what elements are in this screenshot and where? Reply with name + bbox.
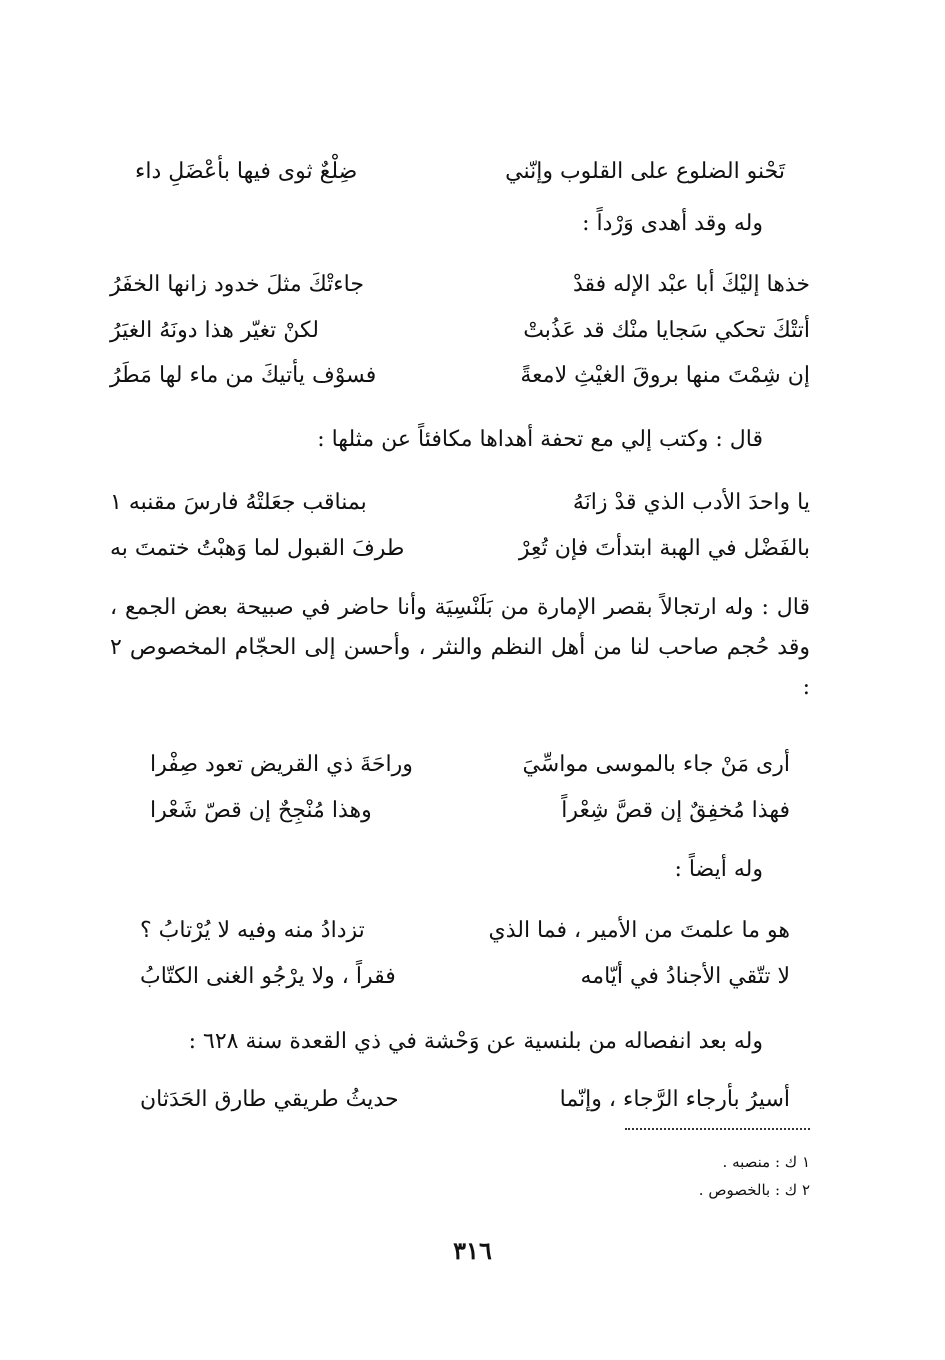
footnote-divider <box>625 1128 810 1130</box>
footnote: ١ ك : منصبه . <box>722 1153 810 1171</box>
verse-line <box>140 911 790 951</box>
verse-second-hemistich: لكنْ تغيّر هذا دونَهُ الغيَرُ <box>110 318 319 343</box>
verse-first-hemistich: لا تتّقي الأجنادُ في أيّامه <box>580 964 790 989</box>
verse-second-hemistich: فقراً ، ولا يرْجُو الغنى الكتّابُ <box>140 964 396 989</box>
intro-line: وله أيضاً : <box>674 857 763 882</box>
verse-line <box>140 1080 790 1120</box>
verse-second-hemistich: طرفَ القبول لما وَهبْتُ ختمتَ به <box>110 536 405 561</box>
verse-line <box>135 152 785 192</box>
verse-second-hemistich: فسوْف يأتيكَ من ماء لها مَطَرُ <box>110 363 377 388</box>
verse-first-hemistich: تَحْنو الضلوع على القلوب وإنّني <box>505 159 785 184</box>
verse-second-hemistich: تزدادُ منه وفيه لا يُرْتابُ ؟ <box>140 918 365 943</box>
verse-first-hemistich: أسيرُ بأرجاء الرَّجاء ، وإنّما <box>559 1087 790 1112</box>
verse-second-hemistich: وهذا مُنْجِحٌ إن قصّ شَعْرا <box>150 798 372 823</box>
intro-line: وله وقد أهدى وَرْداً : <box>582 211 763 236</box>
verse-second-hemistich: جاءتْكَ مثلَ خدود زانها الخفَرُ <box>110 272 364 297</box>
verse-first-hemistich: إن شِمْتَ منها بروقَ الغيْثِ لامعةً <box>520 363 810 388</box>
intro-line: وله بعد انفصاله من بلنسية عن وَحْشة في ذي القعدة سنة ٦٢٨ : <box>188 1029 763 1054</box>
verse-line <box>110 529 810 569</box>
verse-first-hemistich: فهذا مُخفِقٌ إن قصَّ شِعْراً <box>561 798 790 823</box>
verse-line <box>110 483 810 523</box>
verse-first-hemistich: هو ما علمتَ من الأمير ، فما الذي <box>488 918 790 943</box>
verse-second-hemistich: حديثُ طريقي طارق الحَدَثان <box>140 1087 399 1112</box>
verse-first-hemistich: يا واحدَ الأدب الذي قدْ زانَهُ <box>572 490 810 515</box>
verse-first-hemistich: أرى مَنْ جاء بالموسى مواسِّيَ <box>522 752 790 777</box>
page-number: ٣١٦ <box>453 1236 492 1265</box>
verse-first-hemistich: خذها إليْكَ أبا عبْد الإله فقدْ <box>572 272 810 297</box>
intro-line: قال : وكتب إلي مع تحفة أهداها مكافئاً عن مثلها : <box>317 427 763 452</box>
verse-first-hemistich: أتتْكَ تحكي سَجايا منْك قد عَذُبتْ <box>523 318 810 343</box>
verse-line <box>110 265 810 305</box>
verse-line <box>150 745 790 785</box>
footnote: ٢ ك : بالخصوص . <box>698 1181 810 1199</box>
verse-line <box>110 356 810 396</box>
verse-second-hemistich: ضِلْعٌ ثوى فيها بأعْضَلِ داء <box>135 159 358 184</box>
verse-line <box>150 791 790 831</box>
intro-paragraph: قال : وله ارتجالاً بقصر الإمارة من بَلَنْسِيَة وأنا حاضر في صبيحة بعض الجمع ، وقد حُجم صاحب لنا من أهل النظم والنثر ، وأحسن إلى الحجّام المخصوص ٢ : <box>110 595 810 700</box>
verse-first-hemistich: بالفَضْل في الهبة ابتدأتَ فإن تُعِرْ <box>518 536 810 561</box>
verse-line <box>140 957 790 997</box>
verse-line <box>110 311 810 351</box>
verse-second-hemistich: بمناقب جعَلتْهُ فارسَ مقنبه ١ <box>110 490 367 515</box>
verse-second-hemistich: وراحَةَ ذي القريض تعود صِفْرا <box>150 752 413 777</box>
